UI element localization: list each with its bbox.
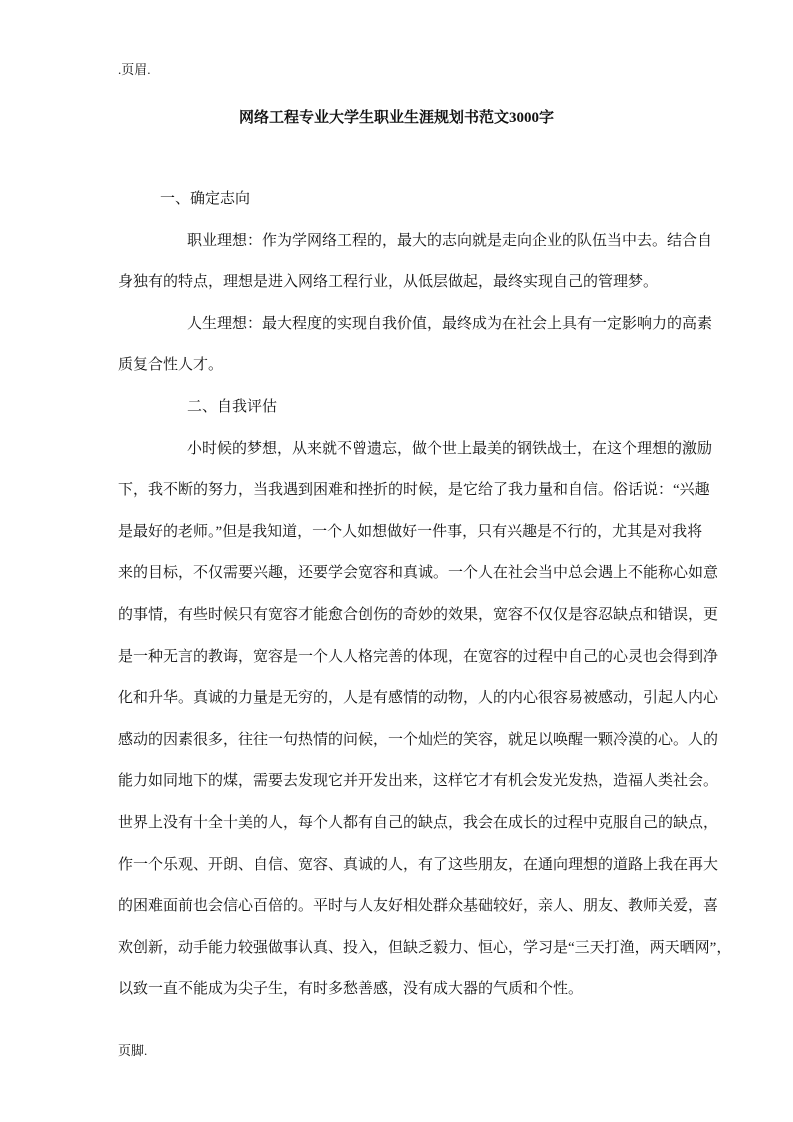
paragraph-line: 化和升华。真诚的力量是无穷的，人是有感情的动物，人的内心很容易被感动，引起人内心 [118, 690, 719, 707]
paragraph-line: 身独有的特点，理想是进入网络工程行业，从低层做起，最终实现自己的管理梦。 [118, 274, 659, 291]
paragraph-line: 是一种无言的教诲，宽容是一个人人格完善的体现，在宽容的过程中自己的心灵也会得到净 [118, 648, 719, 665]
paragraph-line: 世界上没有十全十美的人，每个人都有自己的缺点，我会在成长的过程中克服自己的缺点， [118, 814, 719, 831]
paragraph-line: 是最好的老师。”但是我知道，一个人如想做好一件事，只有兴趣是不行的，尤其是对我将 [118, 523, 703, 540]
paragraph-line: 下，我不断的努力，当我遇到困难和挫折的时候，是它给了我力量和自信。俗话说：“兴趣 [118, 482, 710, 499]
paragraph-line: 的困难面前也会信心百倍的。平时与人友好相处群众基础较好，亲人、朋友、教师关爱，喜 [118, 898, 719, 915]
paragraph-line: 的事情，有些时候只有宽容才能愈合创伤的奇妙的效果，宽容不仅仅是容忍缺点和错误，更 [118, 606, 719, 623]
page-header: .页眉. [118, 62, 151, 77]
paragraph-line: 小时候的梦想，从来就不曾遗忘，做个世上最美的钢铁战士，在这个理想的激励 [187, 440, 713, 457]
paragraph-line: 以致一直不能成为尖子生，有时多愁善感，没有成大器的气质和个性。 [118, 981, 584, 998]
paragraph-line: 作一个乐观、开朗、自信、宽容、真诚的人，有了这些朋友，在通向理想的道路上我在再大 [118, 856, 719, 873]
section-heading: 二、自我评估 [187, 398, 278, 415]
document-title: 网络工程专业大学生职业生涯规划书范文3000字 [238, 110, 554, 126]
page-footer: 页脚. [118, 1043, 148, 1058]
document-body [118, 179, 732, 1011]
paragraph-line: 人生理想：最大程度的实现自我价值，最终成为在社会上具有一定影响力的高素 [187, 315, 713, 332]
paragraph-line: 感动的因素很多，往往一句热情的问候，一个灿烂的笑容，就足以唤醒一颗冷漠的心。人的 [118, 731, 719, 748]
paragraph-line: 质复合性人才。 [118, 357, 224, 374]
paragraph-line: 来的目标，不仅需要兴趣，还要学会宽容和真诚。一个人在社会当中总会遇上不能称心如意 [118, 565, 719, 582]
section-heading: 一、确定志向 [160, 191, 251, 207]
paragraph-line: 欢创新，动手能力较强做事认真、投入，但缺乏毅力、恒心，学习是“三天打渔，两天晒网”， [118, 939, 732, 956]
paragraph-line: 职业理想：作为学网络工程的，最大的志向就是走向企业的队伍当中去。结合自 [187, 232, 713, 249]
paragraph-line: 能力如同地下的煤，需要去发现它并开发出来，这样它才有机会发光发热，造福人类社会。 [118, 773, 719, 790]
